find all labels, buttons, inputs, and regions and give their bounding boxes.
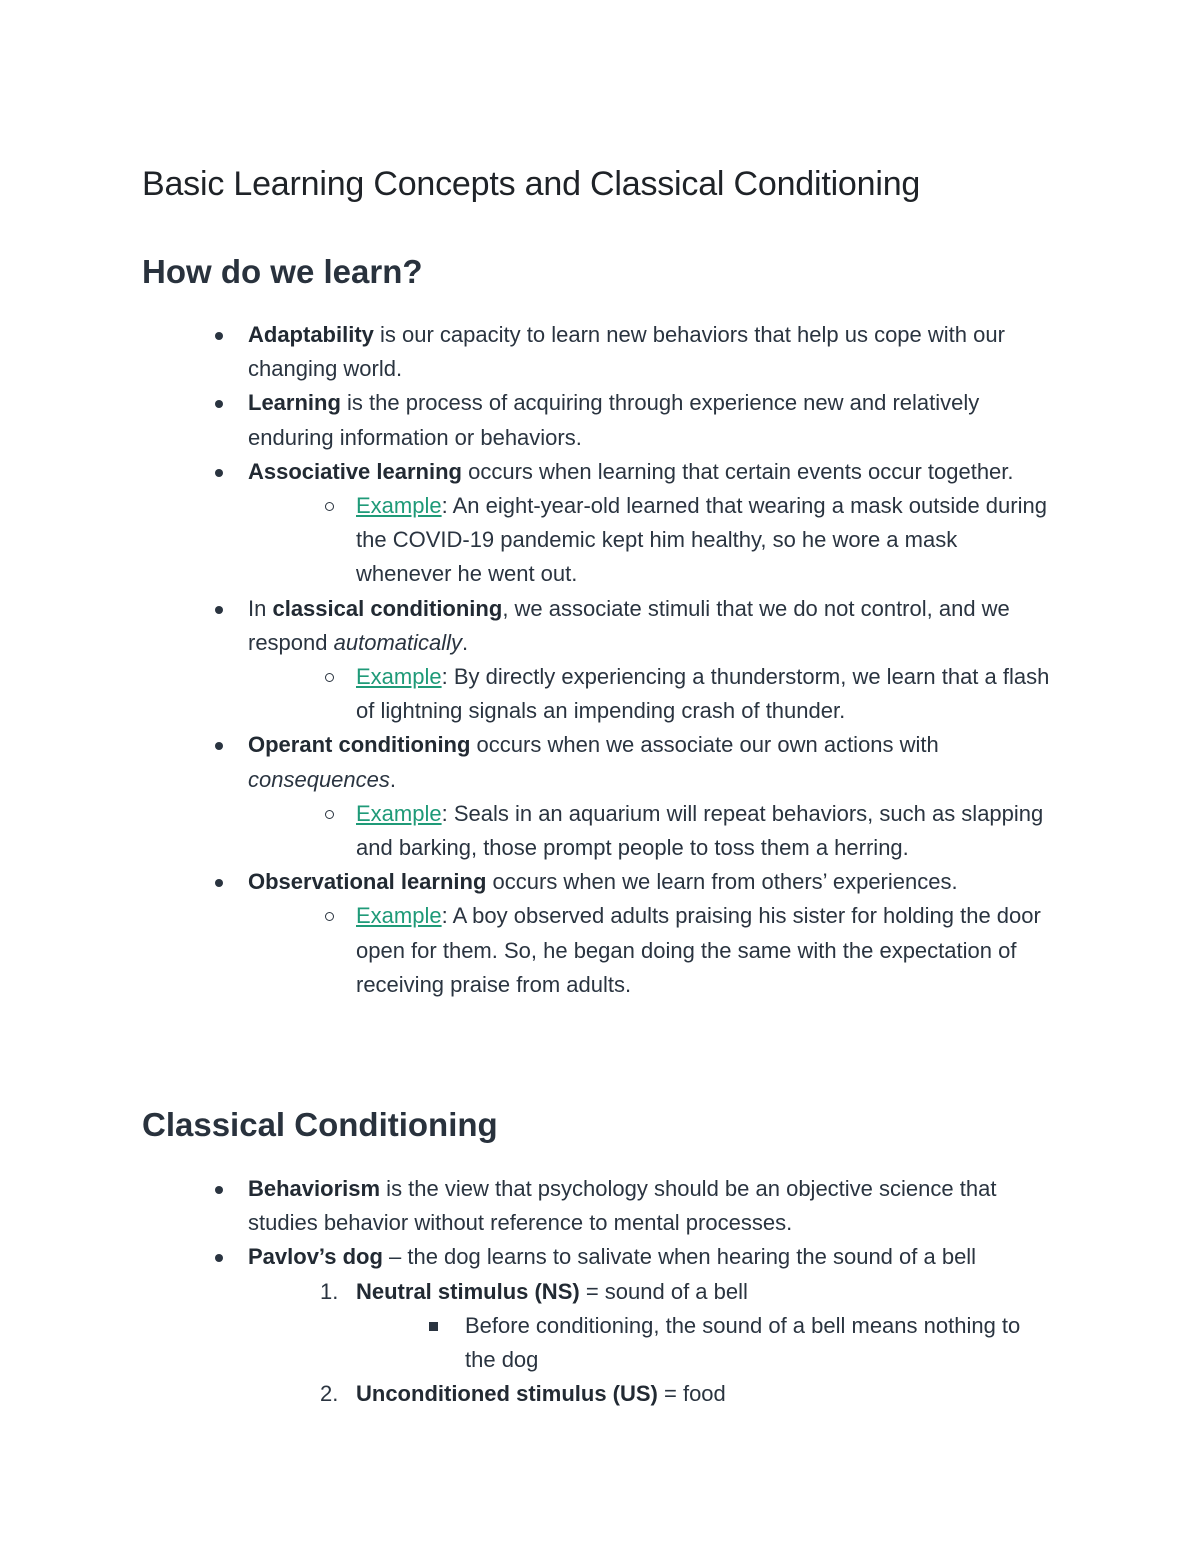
definition-learning: is the process of acquiring through experience new and relatively enduring information or behaviors.: [248, 390, 980, 450]
step-number: 1.: [320, 1278, 339, 1304]
example-text-classical: : By directly experiencing a thunderstorm, we learn that a flash of lightning signals an impending crash of thunder.: [356, 664, 1050, 724]
list-item-example-associative: [356, 489, 1056, 592]
learning-concepts-list: [0, 318, 1200, 1002]
bullet-disc-icon: [215, 1254, 223, 1262]
example-link-classical[interactable]: Example: [356, 664, 442, 690]
bullet-circle-icon: [325, 912, 334, 921]
term-behaviorism: Behaviorism: [248, 1176, 381, 1201]
definition-unconditioned-stimulus: = food: [657, 1381, 726, 1407]
document-title: Basic Learning Concepts and Classical Conditioning: [142, 165, 921, 203]
list-item-learning: [248, 386, 1058, 454]
definition-associative-learning: occurs when learning that certain events occur together.: [461, 458, 1014, 484]
term-neutral-stimulus: Neutral stimulus (NS): [356, 1278, 580, 1304]
section-heading-classical-conditioning: Classical Conditioning: [142, 1106, 498, 1143]
bullet-circle-icon: [325, 502, 334, 511]
term-learning: Learning: [248, 390, 341, 416]
list-item-step-1-note: [465, 1309, 1055, 1377]
example-text-associative: : An eight-year-old learned that wearing a mask outside during the COVID-19 pandemic kept him healthy, so he wore a mask whenever he went out.: [356, 493, 1047, 587]
bullet-disc-icon: [215, 469, 223, 477]
definition-classical-conditioning: , we associate stimuli that we do not control, and we respond: [248, 595, 1010, 655]
list-item-observational-learning: [248, 865, 1058, 899]
term-adaptability: Adaptability: [248, 322, 374, 347]
emphasis-automatically: automatically: [333, 629, 463, 655]
definition-pavlovs-dog: – the dog learns to salivate when hearing the sound of a bell: [382, 1244, 977, 1270]
bullet-disc-icon: [215, 879, 223, 887]
term-associative-learning: Associative learning: [248, 458, 462, 484]
term-observational-learning: Observational learning: [248, 869, 487, 895]
list-item-pavlovs-dog: [248, 1240, 1058, 1274]
list-item-example-classical: [356, 660, 1056, 728]
definition-adaptability: is our capacity to learn new behaviors that help us cope with our changing world.: [248, 322, 1005, 382]
definition-operant-conditioning: occurs when we associate our own actions with: [470, 732, 939, 758]
definition-neutral-stimulus: = sound of a bell: [579, 1278, 748, 1304]
example-text-operant: : Seals in an aquarium will repeat behaviors, such as slapping and barking, those prompt people to toss them a herring.: [356, 800, 1044, 861]
list-item-behaviorism: [248, 1172, 1058, 1240]
example-text-observational: : A boy observed adults praising his sister for holding the door open for them. So, he began doing the same with the expectation of receiving praise from adults.: [356, 903, 1041, 997]
list-item-classical-conditioning: [248, 592, 1058, 660]
list-item-step-1: [320, 1275, 1056, 1309]
classical-suffix: .: [462, 629, 469, 655]
example-link-observational[interactable]: Example: [356, 903, 442, 929]
list-item-example-operant: [356, 797, 1056, 865]
note-neutral-stimulus: Before conditioning, the sound of a bell means nothing to the dog: [465, 1312, 1021, 1373]
section-heading-how-do-we-learn: How do we learn?: [142, 253, 423, 290]
bullet-disc-icon: [215, 332, 223, 340]
bullet-square-icon: [429, 1322, 438, 1331]
list-item-example-observational: [356, 899, 1056, 1002]
bullet-disc-icon: [215, 1186, 223, 1194]
operant-suffix: .: [389, 766, 397, 792]
list-item-adaptability: [248, 318, 1058, 386]
bullet-disc-icon: [215, 606, 223, 614]
definition-observational-learning: occurs when we learn from others’ experiences.: [486, 869, 958, 895]
definition-behaviorism: is the view that psychology should be an objective science that studies behavior without reference to mental processes.: [248, 1176, 997, 1236]
list-item-step-2: [320, 1377, 1056, 1411]
classical-conditioning-list: [0, 1172, 1200, 1411]
term-unconditioned-stimulus: Unconditioned stimulus (US): [356, 1381, 658, 1407]
bullet-circle-icon: [325, 810, 334, 819]
term-classical-conditioning: classical conditioning: [272, 595, 503, 621]
classical-prefix: In: [248, 595, 273, 621]
emphasis-consequences: consequences: [248, 766, 390, 792]
term-operant-conditioning: Operant conditioning: [248, 732, 471, 758]
example-link-operant[interactable]: Example: [356, 800, 442, 826]
list-item-associative-learning: [248, 455, 1058, 489]
term-pavlovs-dog: Pavlov’s dog: [248, 1244, 383, 1270]
bullet-circle-icon: [325, 673, 334, 682]
step-number: 2.: [320, 1381, 339, 1407]
bullet-disc-icon: [215, 742, 223, 750]
bullet-disc-icon: [215, 400, 223, 408]
example-link-associative[interactable]: Example: [356, 493, 442, 519]
list-item-operant-conditioning: [248, 728, 1058, 796]
